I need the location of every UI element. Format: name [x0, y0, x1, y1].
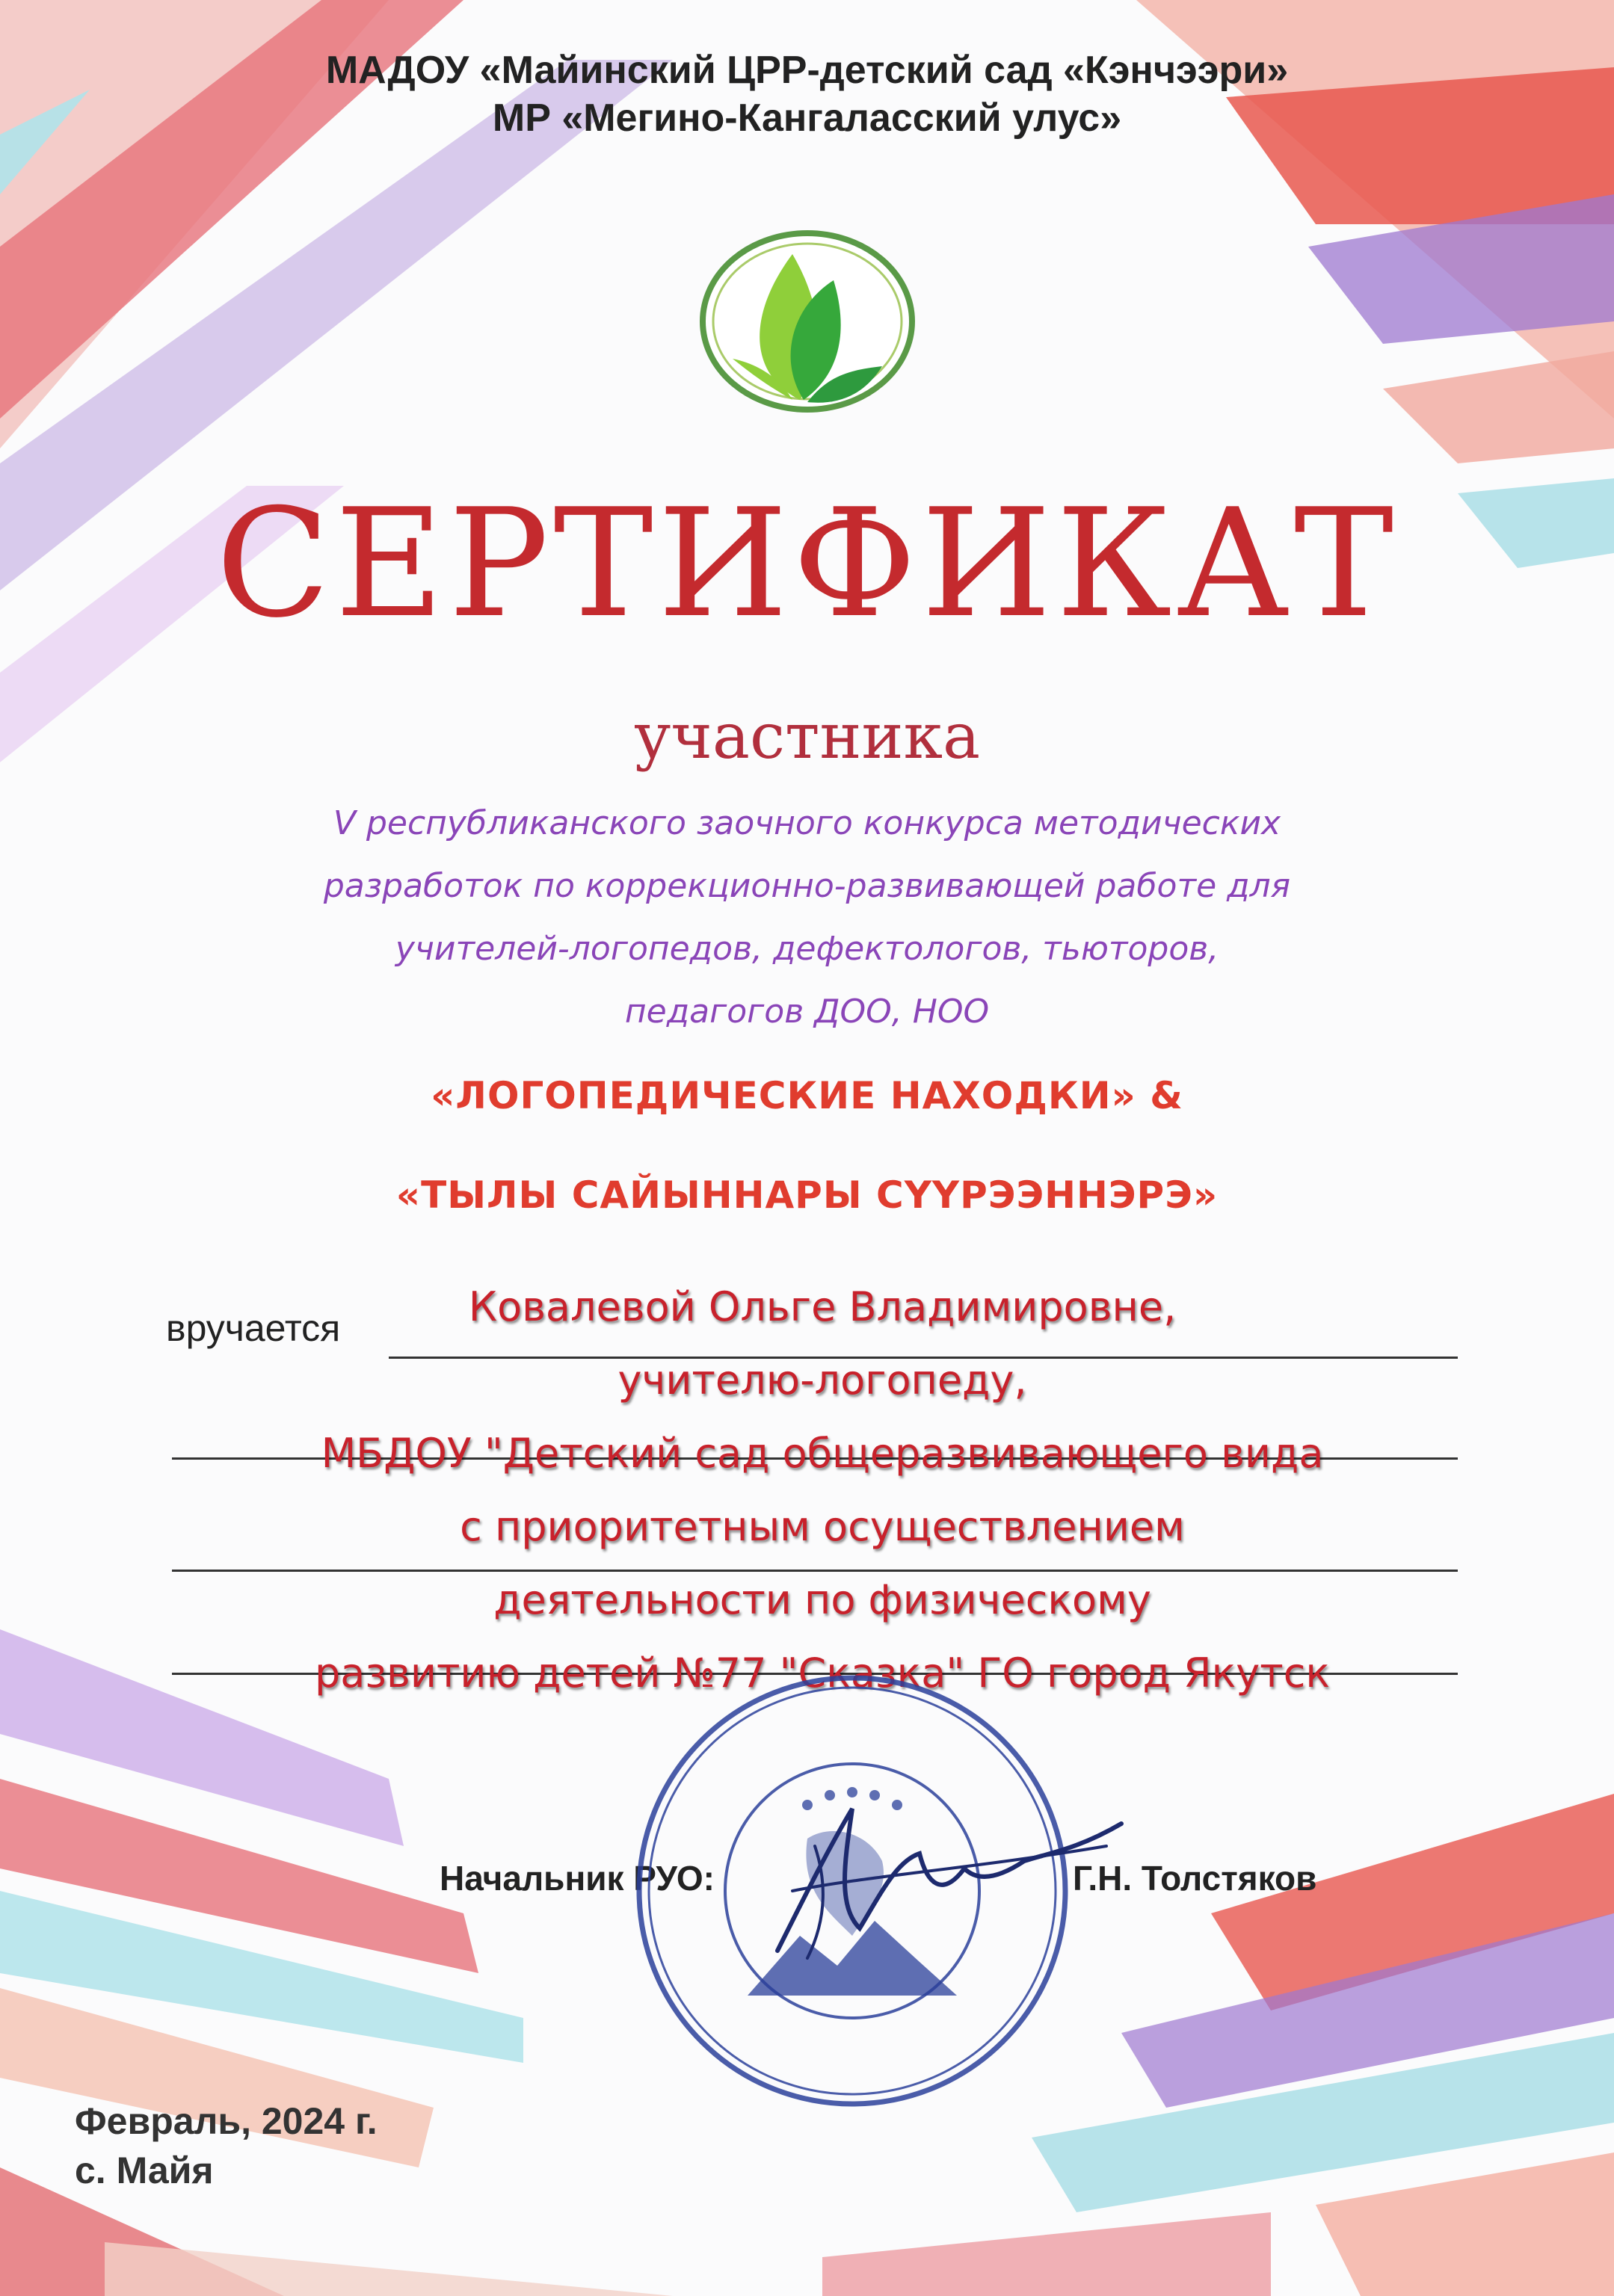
recipient-position: учителю-логопеду,	[617, 1357, 1027, 1404]
issue-date: Февраль, 2024 г.	[75, 2100, 378, 2142]
issue-place: с. Майя	[75, 2150, 214, 2191]
contest-name-1: «ЛОГОПЕДИЧЕСКИЕ НАХОДКИ» &	[431, 1074, 1183, 1117]
description-line-1: V республиканского заочного конкурса методических	[333, 804, 1281, 842]
signature-position: Начальник РУО:	[440, 1859, 715, 1898]
signature-name: Г.Н. Толстяков	[1073, 1859, 1317, 1898]
description-line-3: учителей-логопедов, дефектологов, тьюторов,	[395, 930, 1219, 968]
certificate-title: СЕРТИФИКАТ	[215, 477, 1399, 651]
awarded-label: вручается	[166, 1307, 341, 1349]
issuer-line-1: МАДОУ «Майинский ЦРР-детский сад «Кэнчээри»	[325, 49, 1289, 92]
issue-date-block	[75, 2096, 378, 2195]
description-line-2: разработок по коррекционно-развивающей работе для	[323, 867, 1291, 905]
leaf-logo-icon	[680, 209, 934, 433]
contest-description	[0, 792, 1614, 1043]
description-line-4: педагогов ДОО, НОО	[624, 993, 990, 1031]
issuer-header	[0, 46, 1614, 142]
certificate-subtitle: участника	[633, 700, 981, 773]
recipient-org-3: деятельности по физическому	[493, 1576, 1151, 1623]
contest-name-2: «ТЫЛЫ САЙЫННАРЫ СҮҮРЭЭННЭРЭ»	[395, 1173, 1219, 1217]
recipient-block	[179, 1271, 1465, 1710]
handwritten-signature	[748, 1779, 1136, 1973]
recipient-org-2: с приоритетным осуществлением	[460, 1503, 1185, 1550]
issuer-line-2: МР «Мегино-Кангаласский улус»	[492, 96, 1122, 140]
recipient-name: Ковалевой Ольге Владимировне,	[468, 1283, 1177, 1330]
recipient-org-1: МБДОУ "Детский сад общеразвивающего вида	[321, 1430, 1324, 1477]
recipient-org-4: развитию детей №77 "Сказка" ГО город Якутск	[314, 1650, 1331, 1697]
